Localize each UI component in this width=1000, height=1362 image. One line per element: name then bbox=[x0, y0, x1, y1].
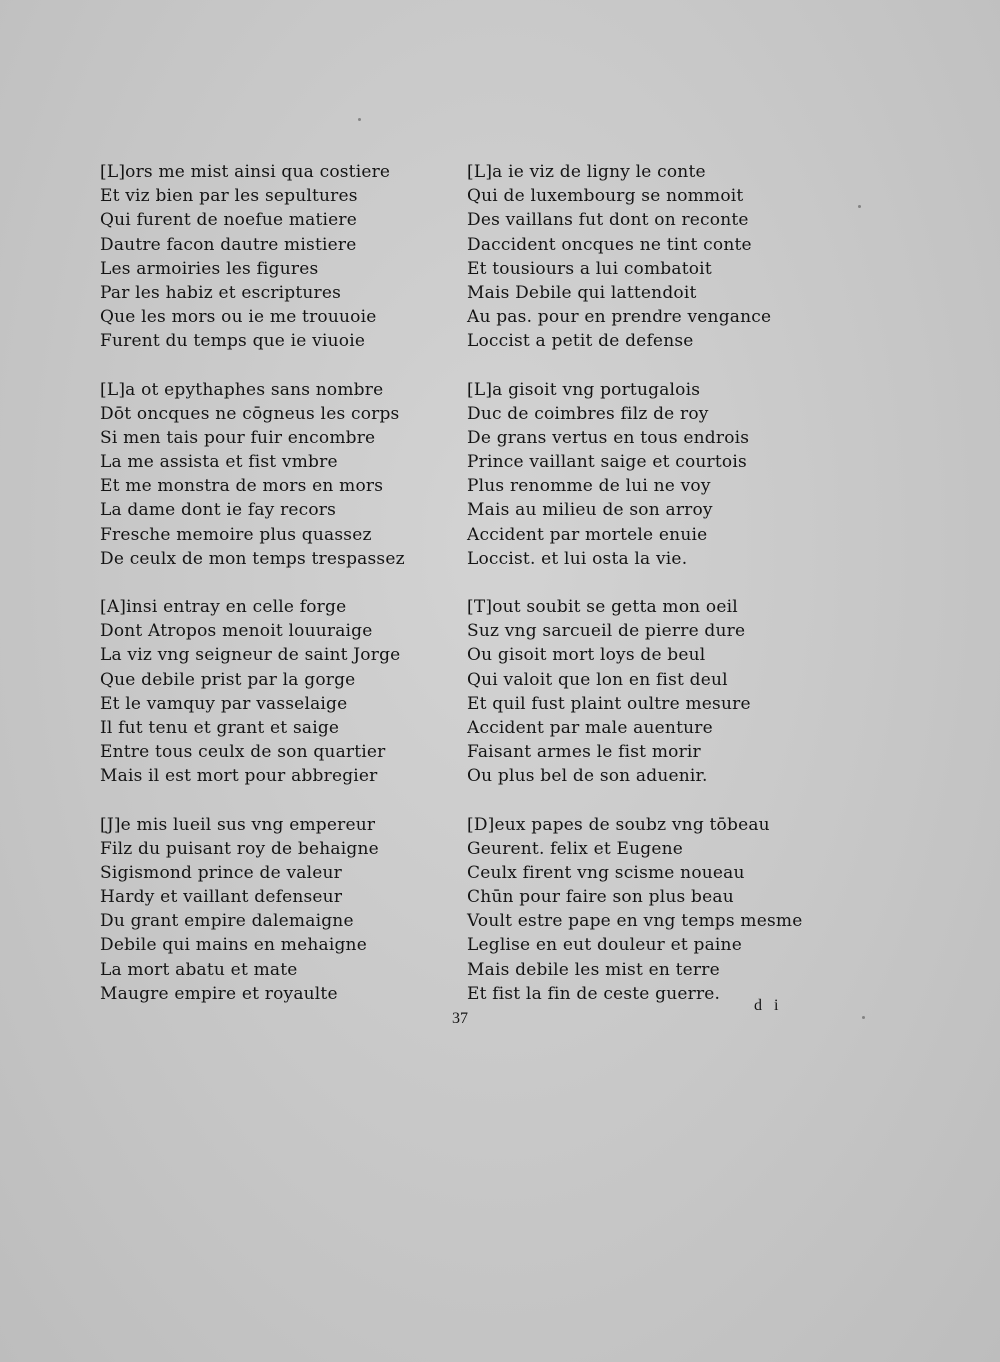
verse-line: Hardy et vaillant defenseur bbox=[100, 887, 343, 908]
verse-line: La viz vng seigneur de saint Jorge bbox=[100, 645, 401, 666]
verse-line: Geurent. felix et Eugene bbox=[467, 838, 683, 859]
stanza bbox=[467, 813, 837, 1007]
verse-line: [J]e mis lueil sus vng empereur bbox=[100, 814, 376, 835]
verse-line: Si men tais pour fuir encombre bbox=[100, 427, 376, 448]
verse-line: Par les habiz et escriptures bbox=[100, 282, 342, 303]
verse-line: Maugre empire et royaulte bbox=[100, 983, 338, 1004]
verse-line: Ceulx firent vng scisme noueau bbox=[467, 862, 745, 883]
verse-line: [L]a ot epythaphes sans nombre bbox=[100, 379, 384, 400]
verse-line: Mais debile les mist en terre bbox=[467, 959, 720, 980]
verse-line: Faisant armes le fist morir bbox=[467, 742, 701, 763]
verse-line: Ou gisoit mort loys de beul bbox=[467, 645, 706, 666]
verse-line: [L]a ie viz de ligny le conte bbox=[467, 162, 706, 182]
verse-line: Daccident oncques ne tint conte bbox=[467, 234, 752, 255]
verse-line: Et quil fust plaint oultre mesure bbox=[467, 693, 751, 714]
verse-line: Au pas. pour en prendre vengance bbox=[467, 307, 772, 328]
verse-line: Mais Debile qui lattendoit bbox=[467, 282, 697, 303]
verse-line: Suz vng sarcueil de pierre dure bbox=[467, 621, 746, 642]
verse-line: Furent du temps que ie viuoie bbox=[100, 331, 366, 352]
verse-line: Des vaillans fut dont on reconte bbox=[467, 210, 749, 231]
verse-line: [T]out soubit se getta mon oeil bbox=[467, 597, 738, 617]
verse-line: Debile qui mains en mehaigne bbox=[100, 935, 367, 956]
verse-line: Accident par mortele enuie bbox=[467, 524, 708, 545]
verse-line: Duc de coimbres filz de roy bbox=[467, 403, 709, 424]
verse-line: La dame dont ie fay recors bbox=[100, 500, 337, 521]
verse-line: Voult estre pape en vng temps mesme bbox=[467, 911, 803, 932]
verse-line: Chūn pour faire son plus beau bbox=[467, 887, 734, 908]
verse-line: Dōt oncques ne cōgneus les corps bbox=[100, 403, 400, 424]
verse-line: Et tousiours a lui combatoit bbox=[467, 258, 712, 279]
verse-line: Et me monstra de mors en mors bbox=[100, 476, 384, 497]
paper-speck bbox=[358, 118, 361, 121]
verse-line: Qui de luxembourg se nommoit bbox=[467, 186, 744, 207]
verse-line: Accident par male auenture bbox=[467, 717, 713, 738]
page-number: 37 bbox=[452, 1010, 468, 1027]
verse-line: [L]ors me mist ainsi qua costiere bbox=[100, 162, 391, 182]
verse-line: Et le vamquy par vasselaige bbox=[100, 693, 348, 714]
verse-line: Et viz bien par les sepultures bbox=[100, 186, 358, 207]
verse-line: Ou plus bel de son aduenir. bbox=[467, 766, 708, 787]
verse-line: Loccist a petit de defense bbox=[467, 331, 694, 352]
verse-line: La mort abatu et mate bbox=[100, 959, 298, 980]
verse-line: Leglise en eut douleur et paine bbox=[467, 935, 742, 956]
verse-line: Que debile prist par la gorge bbox=[100, 669, 356, 690]
verse-line: Et fist la fin de ceste guerre. bbox=[467, 983, 721, 1004]
stanza bbox=[467, 160, 837, 354]
verse-line: [A]insi entray en celle forge bbox=[100, 597, 347, 617]
verse-line: Il fut tenu et grant et saige bbox=[100, 717, 340, 738]
verse-line: Qui furent de noefue matiere bbox=[100, 210, 358, 231]
verse-line: Entre tous ceulx de son quartier bbox=[100, 742, 386, 763]
verse-line: Loccist. et lui osta la vie. bbox=[467, 548, 688, 569]
verse-line: Du grant empire dalemaigne bbox=[100, 911, 354, 932]
stanza bbox=[467, 378, 837, 572]
verse-line: Que les mors ou ie me trouuoie bbox=[100, 307, 377, 328]
verse-line: Sigismond prince de valeur bbox=[100, 862, 342, 883]
verse-line: Filz du puisant roy de behaigne bbox=[100, 838, 379, 859]
verse-line: Plus renomme de lui ne voy bbox=[467, 476, 711, 497]
stanza bbox=[100, 378, 470, 572]
stanza bbox=[100, 160, 470, 354]
paper-speck bbox=[862, 1016, 865, 1019]
verse-line: Les armoiries les figures bbox=[100, 258, 319, 279]
verse-line: De ceulx de mon temps trespassez bbox=[100, 548, 405, 569]
verse-line: De grans vertus en tous endrois bbox=[467, 427, 750, 448]
stanza bbox=[100, 595, 470, 789]
verse-line: Fresche memoire plus quassez bbox=[100, 524, 372, 545]
paper-speck bbox=[858, 205, 861, 208]
verse-line: [L]a gisoit vng portugalois bbox=[467, 379, 701, 400]
verse-line: Dont Atropos menoit louuraige bbox=[100, 621, 373, 642]
verse-line: [D]eux papes de soubz vng tōbeau bbox=[467, 814, 770, 835]
stanza bbox=[100, 813, 470, 1007]
verse-line: Mais au milieu de son arroy bbox=[467, 500, 713, 521]
printer-signature-mark: d i bbox=[754, 997, 783, 1014]
verse-line: Dautre facon dautre mistiere bbox=[100, 234, 357, 255]
verse-line: Mais il est mort pour abbregier bbox=[100, 766, 378, 787]
right-column bbox=[467, 160, 837, 1030]
left-column bbox=[100, 160, 470, 1030]
stanza bbox=[467, 595, 837, 789]
verse-line: Qui valoit que lon en fist deul bbox=[467, 669, 728, 690]
verse-line: La me assista et fist vmbre bbox=[100, 452, 338, 473]
verse-line: Prince vaillant saige et courtois bbox=[467, 452, 747, 473]
